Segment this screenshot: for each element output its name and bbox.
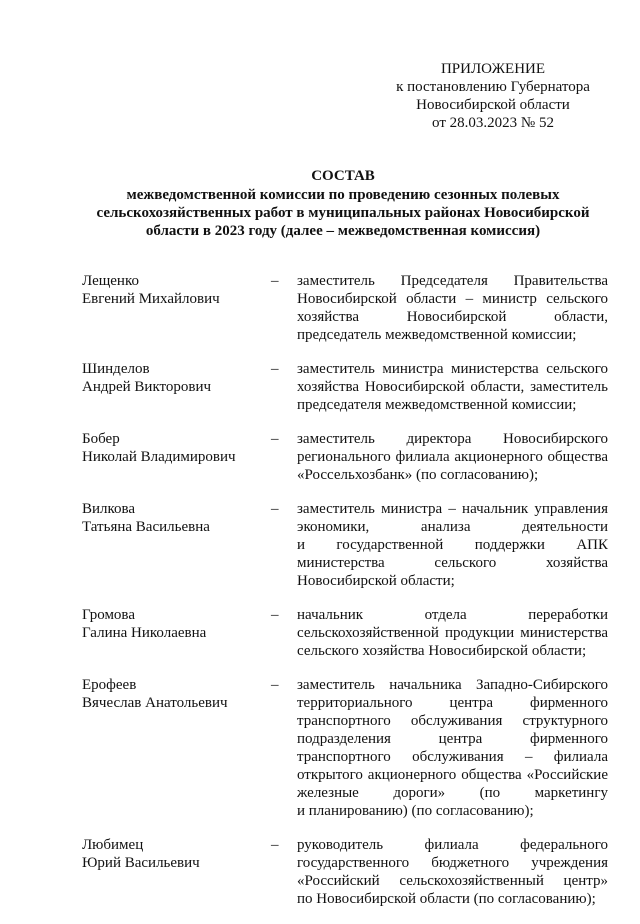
appendix-region-line: Новосибирской области [416,97,570,113]
position-line: начальник отдела переработки [297,607,608,623]
member-surname: Любимец [82,837,144,853]
title-line: межведомственной комиссии по проведению сезонных полевых [126,187,560,203]
position-line: Новосибирской области – министр сельского [297,291,608,307]
position-line: министерства сельского хозяйства [297,555,608,571]
position-line: заместитель министра – начальник управления [297,501,608,517]
member-position [297,836,608,908]
member-surname: Вилкова [82,501,136,517]
member-name [82,360,262,396]
appendix-header [380,60,606,132]
position-line: железные дороги» (по маркетингу [297,785,608,801]
title-line: области в 2023 году (далее – межведомственная комиссия) [145,223,541,239]
position-line: транспортного обслуживания – филиала [297,749,608,765]
member-name [82,676,262,712]
dash-separator: – [271,677,279,693]
member-position [297,360,608,414]
member-name [82,606,262,642]
position-line: хозяйства Новосибирской области, заместитель [297,379,608,395]
position-line: сельского хозяйства Новосибирской области; [297,643,587,659]
document-title [78,167,608,240]
position-line: Новосибирской области; [297,573,455,589]
position-line: и государственной поддержки АПК [297,537,608,553]
member-position [297,272,608,344]
member-name [82,430,262,466]
position-line: территориального центра фирменного [297,695,608,711]
position-line: подразделения центра фирменного [297,731,608,747]
dash-separator: – [271,431,279,447]
position-line: по Новосибирской области (по согласованию); [297,891,596,907]
position-line: регионального филиала акционерного общества [297,449,608,465]
member-surname: Громова [82,607,135,623]
appendix-label: ПРИЛОЖЕНИЕ [440,61,546,77]
member-list [82,272,608,924]
member-entry [82,606,608,660]
member-entry [82,500,608,590]
member-given-names: Вячеслав Анатольевич [82,695,228,711]
position-line: «Российский сельскохозяйственный центр» [297,873,608,889]
position-line: хозяйства Новосибирской области, [297,309,608,325]
position-line: «Россельхозбанк» (по согласованию); [297,467,539,483]
appendix-decree-line: к постановлению Губернатора [396,79,590,95]
position-line: заместитель министра министерства сельского [297,361,608,377]
dash-separator: – [271,361,279,377]
member-given-names: Юрий Васильевич [82,855,200,871]
member-position [297,430,608,484]
member-position [297,676,608,820]
dash-separator: – [271,837,279,853]
position-line: руководитель филиала федерального [297,837,608,853]
member-given-names: Андрей Викторович [82,379,212,395]
position-line: заместитель Председателя Правительства [297,273,608,289]
position-line: государственного бюджетного учреждения [297,855,608,871]
member-given-names: Татьяна Васильевна [82,519,210,535]
position-line: и планированию) (по согласованию); [297,803,534,819]
title-main: СОСТАВ [311,168,375,184]
dash-separator: – [271,273,279,289]
member-entry [82,360,608,414]
member-given-names: Галина Николаевна [82,625,207,641]
appendix-date-number: от 28.03.2023 № 52 [432,115,554,131]
member-entry [82,272,608,344]
member-surname: Ерофеев [82,677,137,693]
position-line: экономики, анализа деятельности [297,519,608,535]
dash-separator: – [271,607,279,623]
title-line: сельскохозяйственных работ в муниципальных районах Новосибирской [96,205,590,221]
member-surname: Лещенко [82,273,139,289]
member-name [82,500,262,536]
position-line: сельскохозяйственной продукции министерства [297,625,608,641]
member-entry [82,676,608,820]
member-given-names: Евгений Михайлович [82,291,220,307]
position-line: заместитель начальника Западно-Сибирского [297,677,608,693]
member-position [297,500,608,590]
position-line: председателя межведомственной комиссии; [297,397,577,413]
member-surname: Шинделов [82,361,150,377]
member-entry [82,836,608,908]
member-surname: Бобер [82,431,120,447]
member-name [82,836,262,872]
member-position [297,606,608,660]
member-given-names: Николай Владимирович [82,449,236,465]
member-entry [82,430,608,484]
position-line: открытого акционерного общества «Российские [297,767,608,783]
position-line: председатель межведомственной комиссии; [297,327,577,343]
dash-separator: – [271,501,279,517]
position-line: заместитель директора Новосибирского [297,431,608,447]
position-line: транспортного обслуживания структурного [297,713,608,729]
member-name [82,272,262,308]
